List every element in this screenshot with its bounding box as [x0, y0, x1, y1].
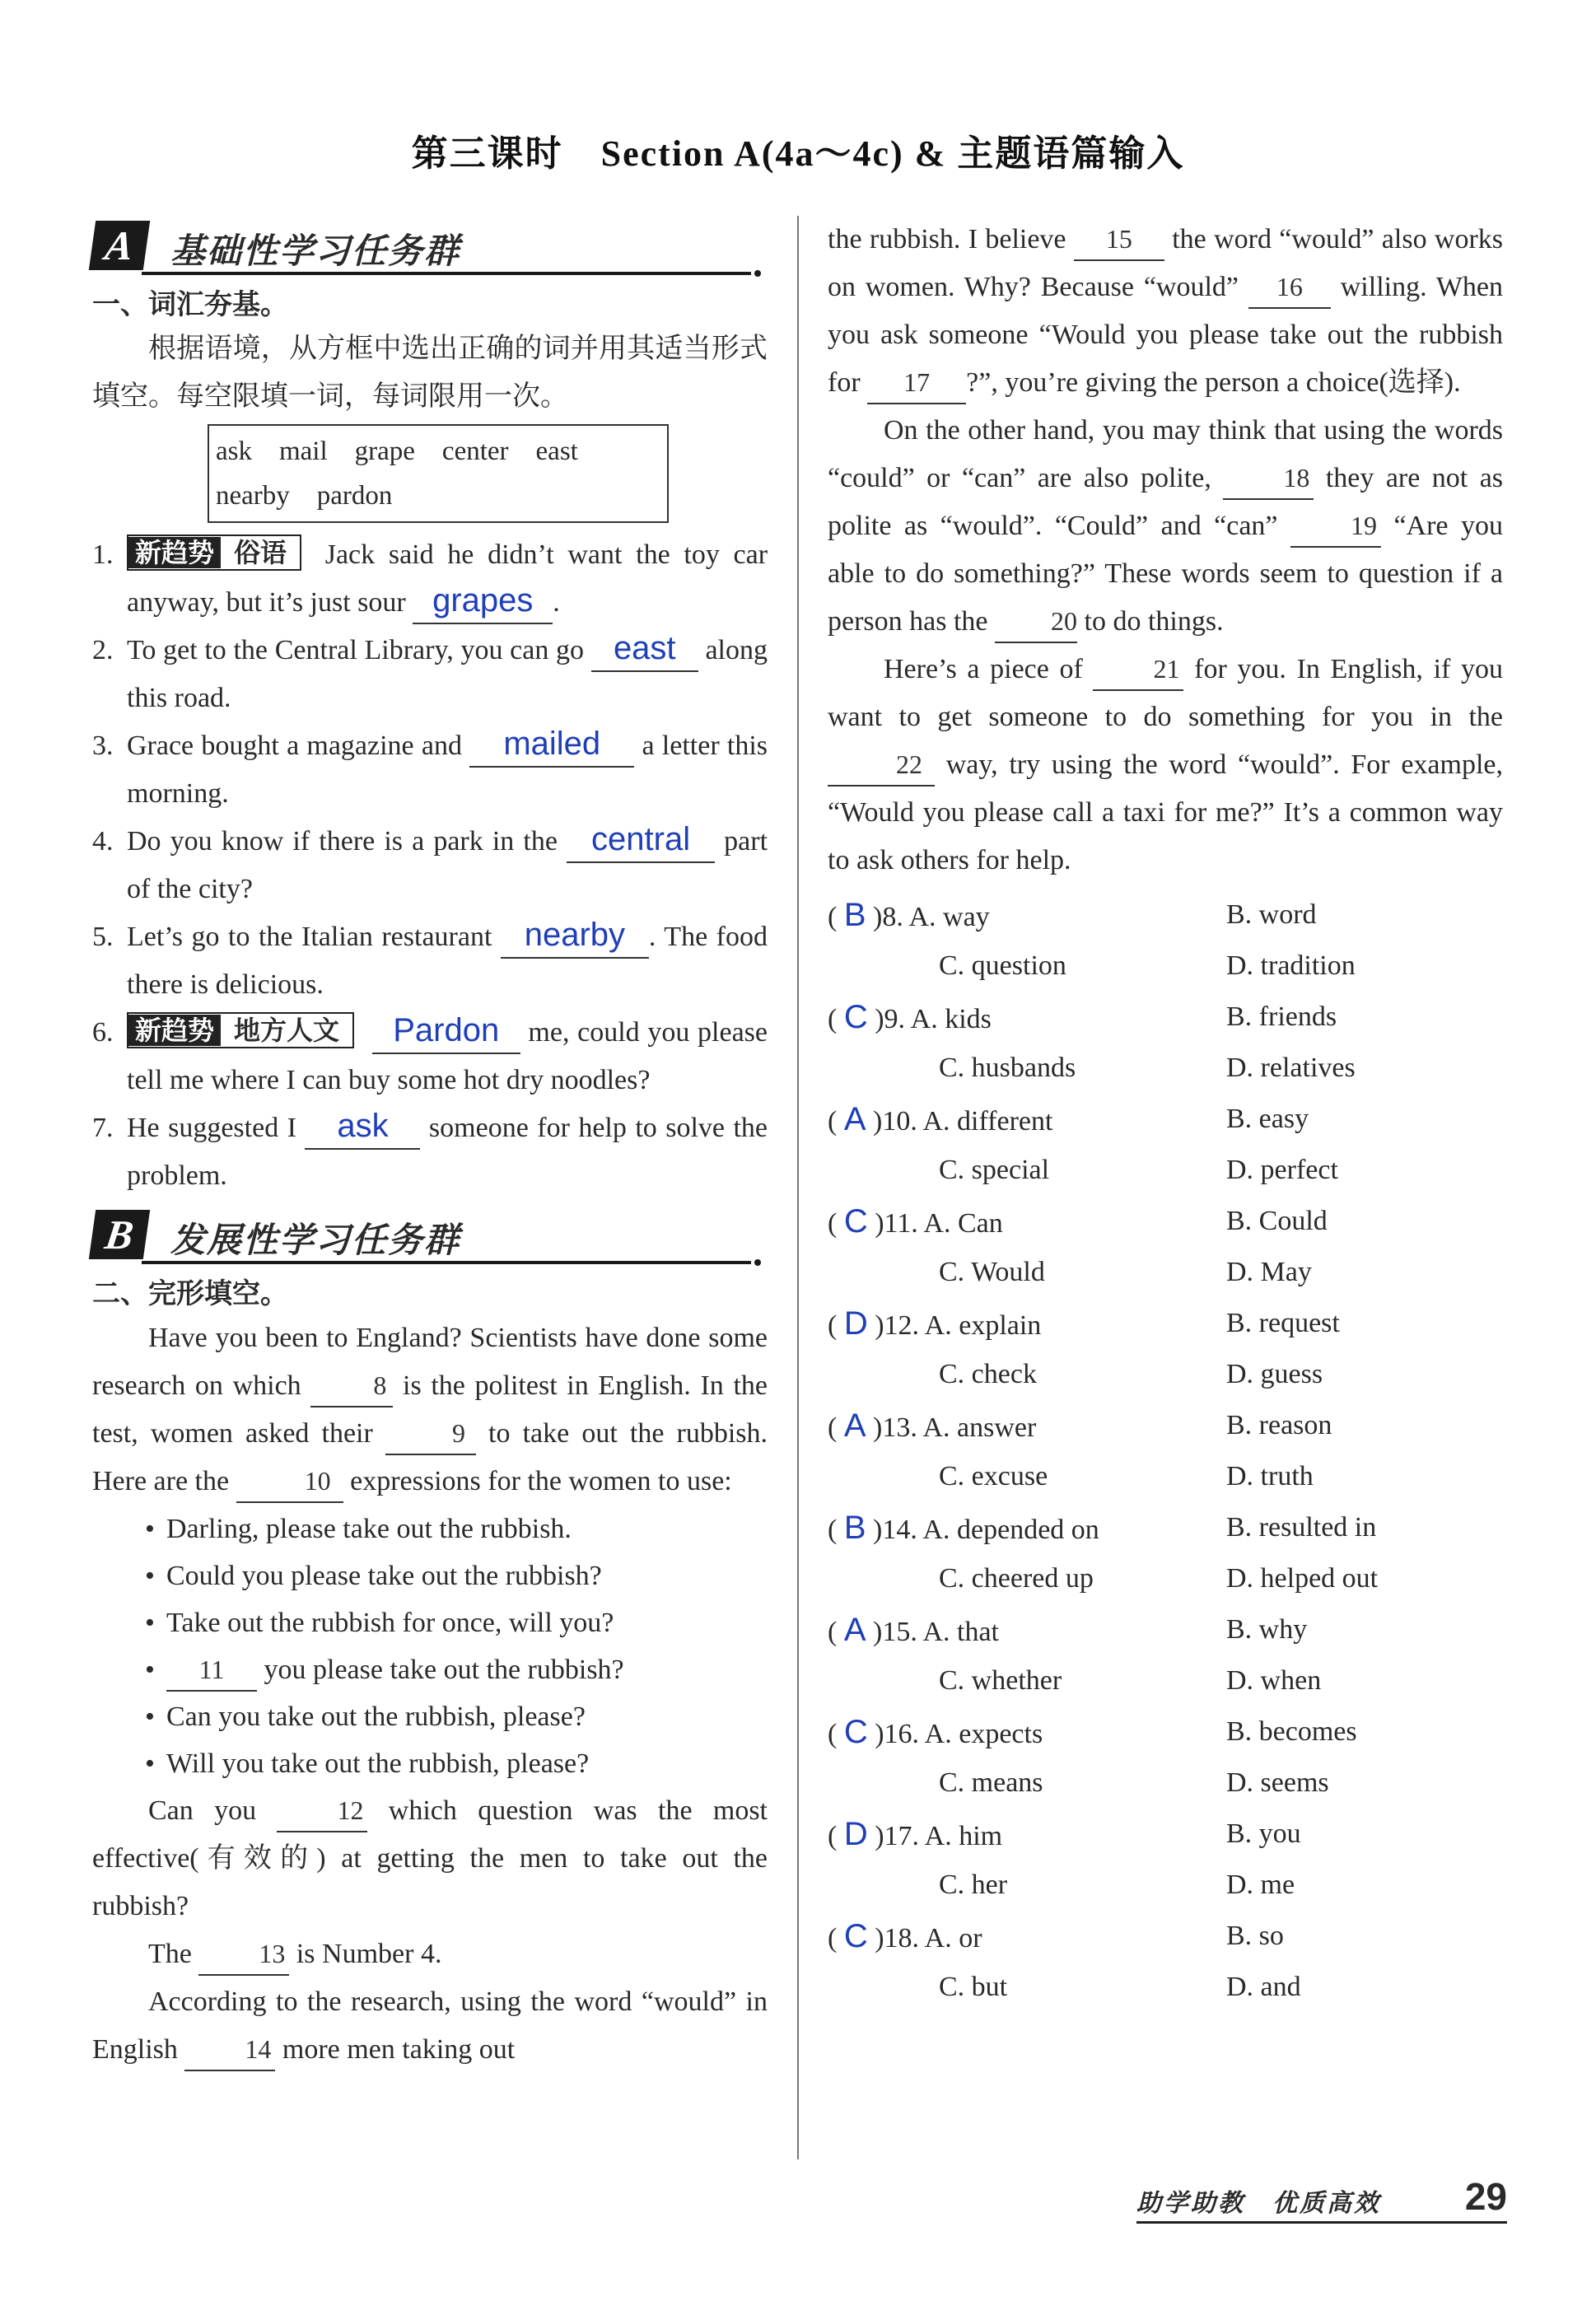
question-number: 14.: [882, 1515, 917, 1545]
handwritten-answer: east: [613, 630, 676, 666]
question-marker: ( C )18. A. or: [828, 1918, 982, 1954]
handwritten-answer: central: [591, 821, 691, 857]
option-c[interactable]: C. husbands: [939, 1053, 1076, 1083]
cloze-blank-12[interactable]: [277, 1790, 367, 1832]
vocab-question-4: [92, 818, 768, 913]
cloze-paragraph-2: [92, 1787, 768, 1930]
question-number: 16.: [884, 1719, 920, 1749]
question-marker: ( A )15. A. that: [828, 1612, 1000, 1648]
option-row-18-ab: [828, 1911, 1503, 1962]
option-a[interactable]: A. or: [924, 1923, 982, 1954]
question-text-after: along this road.: [127, 635, 768, 713]
cloze-paragraph-3: [92, 1930, 768, 1978]
option-b[interactable]: B. word: [1226, 899, 1317, 930]
option-row-8-cd: [828, 941, 1503, 992]
section-b-rule: [142, 1261, 751, 1264]
question-text-after: a letter this morning.: [127, 731, 768, 809]
blank-number: 14: [245, 2034, 272, 2064]
section-b-dot: [754, 1259, 761, 1266]
question-marker: ( B )14. A. depended on: [828, 1510, 1099, 1546]
selected-answer[interactable]: B: [843, 897, 866, 933]
cloze-blank-22[interactable]: [828, 745, 935, 787]
selected-answer[interactable]: C: [843, 1203, 868, 1239]
option-row-16-cd: [828, 1758, 1503, 1809]
question-text-after: . The food there is delicious.: [127, 922, 768, 1000]
option-d[interactable]: D. May: [1226, 1257, 1312, 1287]
option-c[interactable]: C. Would: [939, 1257, 1045, 1287]
expression-text: you please take out the rubbish?: [264, 1655, 624, 1685]
cloze-blank-17[interactable]: [867, 362, 966, 404]
question-marker: ( C )16. A. expects: [828, 1714, 1043, 1750]
question-number: 2.: [92, 635, 114, 665]
blank-number: 22: [896, 749, 922, 779]
option-row-14-cd: [828, 1553, 1503, 1604]
vocab-question-5: [92, 913, 768, 1009]
question-number: 12.: [884, 1310, 920, 1341]
question-text: To get to the Central Library, you can go: [127, 635, 585, 665]
option-a[interactable]: A. kids: [910, 1004, 992, 1034]
question-text: Jack said he didn’t want the toy car anyway, but it’s just sour: [127, 539, 768, 618]
option-c[interactable]: C. check: [939, 1359, 1037, 1389]
option-d[interactable]: D. truth: [1226, 1461, 1314, 1491]
blank-number: 19: [1351, 511, 1377, 540]
option-d[interactable]: D. perfect: [1226, 1155, 1338, 1185]
cloze-blank-14[interactable]: [184, 2029, 275, 2071]
question-text: Let’s go to the Italian restaurant: [127, 922, 492, 952]
question-text: Grace bought a magazine and: [127, 731, 462, 761]
option-b[interactable]: B. Could: [1226, 1206, 1328, 1236]
cloze-paragraph-1: [92, 1314, 768, 1505]
left-column: [92, 216, 768, 2074]
question-number: 10.: [882, 1106, 917, 1137]
cloze-text: According to the research, using the word “would” in English: [92, 1986, 768, 2065]
footer-rule: [1136, 2221, 1507, 2224]
handwritten-answer: ask: [337, 1108, 389, 1144]
cloze-text: way, try using the word “would”. For example, “Would you please call a taxi for me?” It’s a common way to ask others for help.: [828, 749, 1503, 875]
option-row-13-cd: [828, 1451, 1503, 1502]
option-d[interactable]: D. me: [1226, 1870, 1295, 1900]
option-a[interactable]: A. expects: [924, 1719, 1043, 1749]
cloze-text: ?”, you’re giving the person a choice(选择).: [966, 367, 1461, 398]
page-number: 29: [1464, 2175, 1507, 2218]
option-b[interactable]: B. becomes: [1226, 1716, 1357, 1747]
option-c[interactable]: C. special: [939, 1155, 1050, 1185]
answer-blank[interactable]: [591, 628, 698, 672]
cloze-text: the rubbish. I believe: [828, 224, 1066, 254]
option-d[interactable]: D. guess: [1226, 1359, 1323, 1389]
trend-tag: [127, 1012, 354, 1048]
cloze-blank-9[interactable]: [385, 1413, 476, 1455]
question-number: 7.: [92, 1113, 114, 1143]
option-b[interactable]: B. easy: [1226, 1104, 1309, 1134]
blank-number: 9: [451, 1418, 465, 1448]
question-text-after: .: [553, 587, 560, 618]
question-marker: ( D )12. A. explain: [828, 1305, 1042, 1342]
option-b[interactable]: B. so: [1226, 1921, 1284, 1951]
option-row-8-ab: [828, 889, 1503, 941]
question-number: 15.: [882, 1617, 917, 1647]
option-d[interactable]: D. tradition: [1226, 950, 1356, 981]
option-c[interactable]: C. cheered up: [939, 1563, 1094, 1594]
tag-trend: 新趋势: [128, 1015, 221, 1046]
option-row-12-cd: [828, 1349, 1503, 1400]
page-title: 第三课时 Section A(4a～4c) & 主题语篇输入: [411, 133, 1185, 174]
cloze-blank-8[interactable]: [310, 1365, 393, 1407]
cloze-blank-20[interactable]: [995, 601, 1077, 643]
part-one-instruction: 根据语境，从方框中选出正确的词并用其适当形式填空。每空限填一词，每词限用一次。: [92, 334, 768, 412]
expression-item: [166, 1646, 768, 1693]
option-d[interactable]: D. helped out: [1226, 1563, 1379, 1594]
answer-blank[interactable]: [567, 819, 715, 863]
option-row-12-ab: [828, 1298, 1503, 1349]
section-a-title: 基础性学习任务群: [170, 231, 461, 271]
answer-options-list: [828, 889, 1503, 2013]
blank-number: 15: [1105, 224, 1132, 254]
option-a[interactable]: A. way: [908, 902, 990, 932]
question-number: 8.: [882, 902, 903, 932]
tag-topic: 俗语: [234, 537, 287, 568]
section-b-badge: B: [89, 1210, 150, 1259]
vocab-question-3: [92, 722, 768, 818]
question-number: 9.: [884, 1004, 906, 1034]
option-a[interactable]: A. that: [922, 1617, 1000, 1647]
option-row-9-ab: [828, 992, 1503, 1043]
question-number: 11.: [884, 1208, 918, 1239]
answer-blank[interactable]: [372, 1011, 520, 1054]
selected-answer[interactable]: B: [843, 1510, 866, 1546]
blank-number: 18: [1283, 463, 1310, 492]
option-a[interactable]: A. different: [922, 1106, 1053, 1137]
question-text-after: someone for help to solve the problem.: [127, 1113, 768, 1191]
option-row-17-cd: [828, 1860, 1503, 1911]
selected-answer[interactable]: D: [843, 1305, 868, 1342]
option-row-11-ab: [828, 1196, 1503, 1247]
cloze-text: more men taking out: [282, 2034, 516, 2065]
blank-number: 8: [373, 1370, 387, 1400]
tag-topic: 地方人文: [234, 1015, 340, 1046]
selected-answer[interactable]: C: [843, 999, 868, 1035]
footer-slogan: 助学助教 优质高效: [1136, 2189, 1381, 2218]
option-b[interactable]: B. reason: [1226, 1410, 1332, 1440]
selected-answer[interactable]: A: [843, 1101, 866, 1137]
option-row-9-cd: [828, 1043, 1503, 1094]
question-marker: ( B )8. A. way: [828, 897, 990, 933]
option-row-16-ab: [828, 1706, 1503, 1758]
question-number: 1.: [92, 539, 114, 570]
question-text: He suggested I: [127, 1113, 296, 1143]
option-b[interactable]: B. request: [1226, 1308, 1340, 1338]
option-row-18-cd: [828, 1962, 1503, 2013]
cloze-text: Here’s a piece of: [884, 654, 1083, 684]
cloze-text: Have you been to England? Scientists have done some research on which: [92, 1323, 768, 1401]
selected-answer[interactable]: D: [843, 1816, 868, 1852]
option-b[interactable]: B. resulted in: [1226, 1512, 1377, 1543]
trend-tag: [127, 534, 301, 571]
cloze-text: willing. When you ask someone “Would you please take out the rubbish for: [828, 272, 1504, 398]
expression-item: • Darling, please take out the rubbish.: [166, 1505, 768, 1552]
option-a[interactable]: A. explain: [924, 1310, 1042, 1341]
question-text-after: me, could you please tell me where I can buy some hot dry noodles?: [127, 1017, 768, 1095]
cloze-blank-21[interactable]: [1093, 649, 1183, 691]
part-two-heading: 二、完形填空。: [92, 1277, 288, 1310]
expression-item: • Can you take out the rubbish, please?: [166, 1693, 768, 1740]
cloze-text: the word “would” also works on women. Why? Because “would”: [828, 224, 1504, 302]
section-b-header: [92, 1208, 768, 1266]
option-c[interactable]: C. means: [939, 1767, 1043, 1798]
answer-blank[interactable]: [413, 581, 553, 624]
expression-item: • Will you take out the rubbish, please?: [166, 1740, 768, 1787]
part-one-heading: 一、词汇夯基。: [92, 288, 288, 321]
option-a[interactable]: A. Can: [923, 1208, 1003, 1239]
option-row-11-cd: [828, 1247, 1503, 1298]
selected-answer[interactable]: C: [843, 1714, 868, 1750]
question-number: 17.: [884, 1821, 920, 1851]
option-c[interactable]: C. but: [939, 1972, 1008, 2002]
selected-answer[interactable]: A: [843, 1612, 866, 1648]
question-number: 18.: [884, 1923, 920, 1954]
option-d[interactable]: D. relatives: [1226, 1053, 1356, 1083]
cloze-blank-10[interactable]: [236, 1461, 343, 1503]
handwritten-answer: grapes: [432, 582, 534, 619]
option-c[interactable]: C. whether: [939, 1665, 1062, 1696]
cloze-text: The: [148, 1939, 192, 1969]
cloze-paragraph-5: [828, 407, 1503, 646]
option-a[interactable]: A. depended on: [922, 1515, 1099, 1545]
option-row-15-cd: [828, 1655, 1503, 1706]
question-text-after: part of the city?: [127, 826, 768, 904]
option-row-14-ab: [828, 1502, 1503, 1553]
answer-blank[interactable]: [305, 1106, 420, 1150]
section-a-header: [92, 219, 768, 277]
option-c[interactable]: C. her: [939, 1870, 1008, 1900]
question-text: Do you know if there is a park in the: [127, 826, 558, 857]
option-row-10-cd: [828, 1145, 1503, 1196]
question-marker: ( D )17. A. him: [828, 1816, 1003, 1852]
vocab-question-1: [92, 531, 768, 627]
blank-number: 11: [198, 1655, 225, 1684]
question-number: 4.: [92, 826, 114, 857]
answer-blank[interactable]: [469, 724, 634, 768]
option-c[interactable]: C. question: [939, 950, 1066, 981]
question-marker: ( C )11. A. Can: [828, 1203, 1003, 1239]
question-marker: ( A )10. A. different: [828, 1101, 1053, 1137]
handwritten-answer: Pardon: [393, 1012, 500, 1048]
section-a-dot: [754, 270, 761, 277]
blank-number: 20: [1051, 606, 1078, 636]
page-footer: [1136, 2174, 1507, 2224]
option-d[interactable]: D. seems: [1226, 1767, 1329, 1798]
option-row-17-ab: [828, 1809, 1503, 1860]
section-a-rule: [142, 272, 751, 275]
handwritten-answer: nearby: [524, 917, 626, 953]
word-bank-line-1: ask mail grape center east: [216, 436, 578, 466]
tag-trend: 新趋势: [128, 537, 221, 568]
cloze-text: to take out the rubbish. Here are the: [92, 1418, 768, 1496]
blank-number: 12: [337, 1795, 364, 1825]
blank-number: 13: [259, 1939, 286, 1968]
expression-item: • Could you please take out the rubbish?: [166, 1552, 768, 1599]
handwritten-answer: mailed: [503, 726, 601, 762]
cloze-text: On the other hand, you may think that using the words “could” or “can” are also polite,: [828, 415, 1503, 493]
option-row-15-ab: [828, 1604, 1503, 1655]
cloze-paragraph-4: [92, 1978, 768, 2074]
cloze-paragraph-6: [828, 646, 1503, 885]
section-b-title: 发展性学习任务群: [170, 1220, 461, 1260]
expression-item: • Take out the rubbish for once, will you?: [166, 1599, 768, 1646]
answer-blank[interactable]: [501, 915, 649, 959]
option-a[interactable]: A. answer: [922, 1412, 1037, 1443]
cloze-paragraph-4-cont: [828, 216, 1503, 407]
cloze-text: expressions for the women to use:: [350, 1466, 732, 1496]
section-a-badge: A: [89, 221, 150, 270]
selected-answer[interactable]: A: [843, 1407, 866, 1444]
selected-answer[interactable]: C: [843, 1918, 868, 1954]
cloze-text: is Number 4.: [296, 1939, 442, 1969]
option-d[interactable]: D. when: [1226, 1665, 1322, 1696]
blank-number: 16: [1276, 272, 1303, 301]
question-number: 13.: [882, 1412, 917, 1443]
cloze-text: Can you: [148, 1795, 257, 1826]
question-number: 5.: [92, 922, 114, 952]
column-divider: [797, 216, 799, 2159]
vocab-question-7: [92, 1104, 768, 1200]
cloze-text: for you. In English, if you want to get someone to do something for you in the: [828, 654, 1503, 732]
blank-number: 10: [304, 1466, 331, 1496]
question-marker: ( A )13. A. answer: [828, 1407, 1037, 1444]
cloze-blank-11[interactable]: [166, 1650, 257, 1692]
vocab-question-6: [92, 1009, 768, 1104]
cloze-text: which question was the most effective(有效的) at getting the men to take out the rubbish?: [92, 1795, 768, 1921]
option-b[interactable]: B. you: [1226, 1818, 1301, 1849]
cloze-blank-18[interactable]: [1223, 458, 1314, 500]
option-d[interactable]: D. and: [1226, 1972, 1301, 2002]
cloze-blank-15[interactable]: [1074, 219, 1164, 261]
right-column: [828, 216, 1503, 2013]
question-number: 6.: [92, 1017, 114, 1048]
cloze-blank-13[interactable]: [198, 1934, 289, 1976]
expression-list: [92, 1505, 768, 1787]
option-c[interactable]: C. excuse: [939, 1461, 1048, 1491]
word-bank-line-2: nearby pardon: [216, 481, 393, 511]
option-b[interactable]: B. why: [1226, 1614, 1308, 1645]
blank-number: 17: [903, 367, 931, 397]
word-bank-box: [208, 424, 669, 523]
cloze-text: “Are you able to do something?” These words seem to question if a person has the: [828, 511, 1503, 637]
vocab-question-2: [92, 627, 768, 722]
cloze-blank-16[interactable]: [1248, 267, 1331, 309]
option-a[interactable]: A. him: [924, 1821, 1003, 1851]
question-number: 3.: [92, 731, 114, 761]
blank-number: 21: [1153, 654, 1180, 684]
cloze-text: is the politest in English. In the test, women asked their: [92, 1370, 768, 1449]
cloze-blank-19[interactable]: [1290, 506, 1381, 548]
option-b[interactable]: B. friends: [1226, 1001, 1337, 1032]
cloze-text: to do things.: [1084, 606, 1224, 637]
option-row-13-ab: [828, 1400, 1503, 1451]
cloze-text: they are not as polite as “would”. “Could” and “can”: [828, 463, 1504, 541]
question-marker: ( C )9. A. kids: [828, 999, 992, 1035]
option-row-10-ab: [828, 1094, 1503, 1145]
